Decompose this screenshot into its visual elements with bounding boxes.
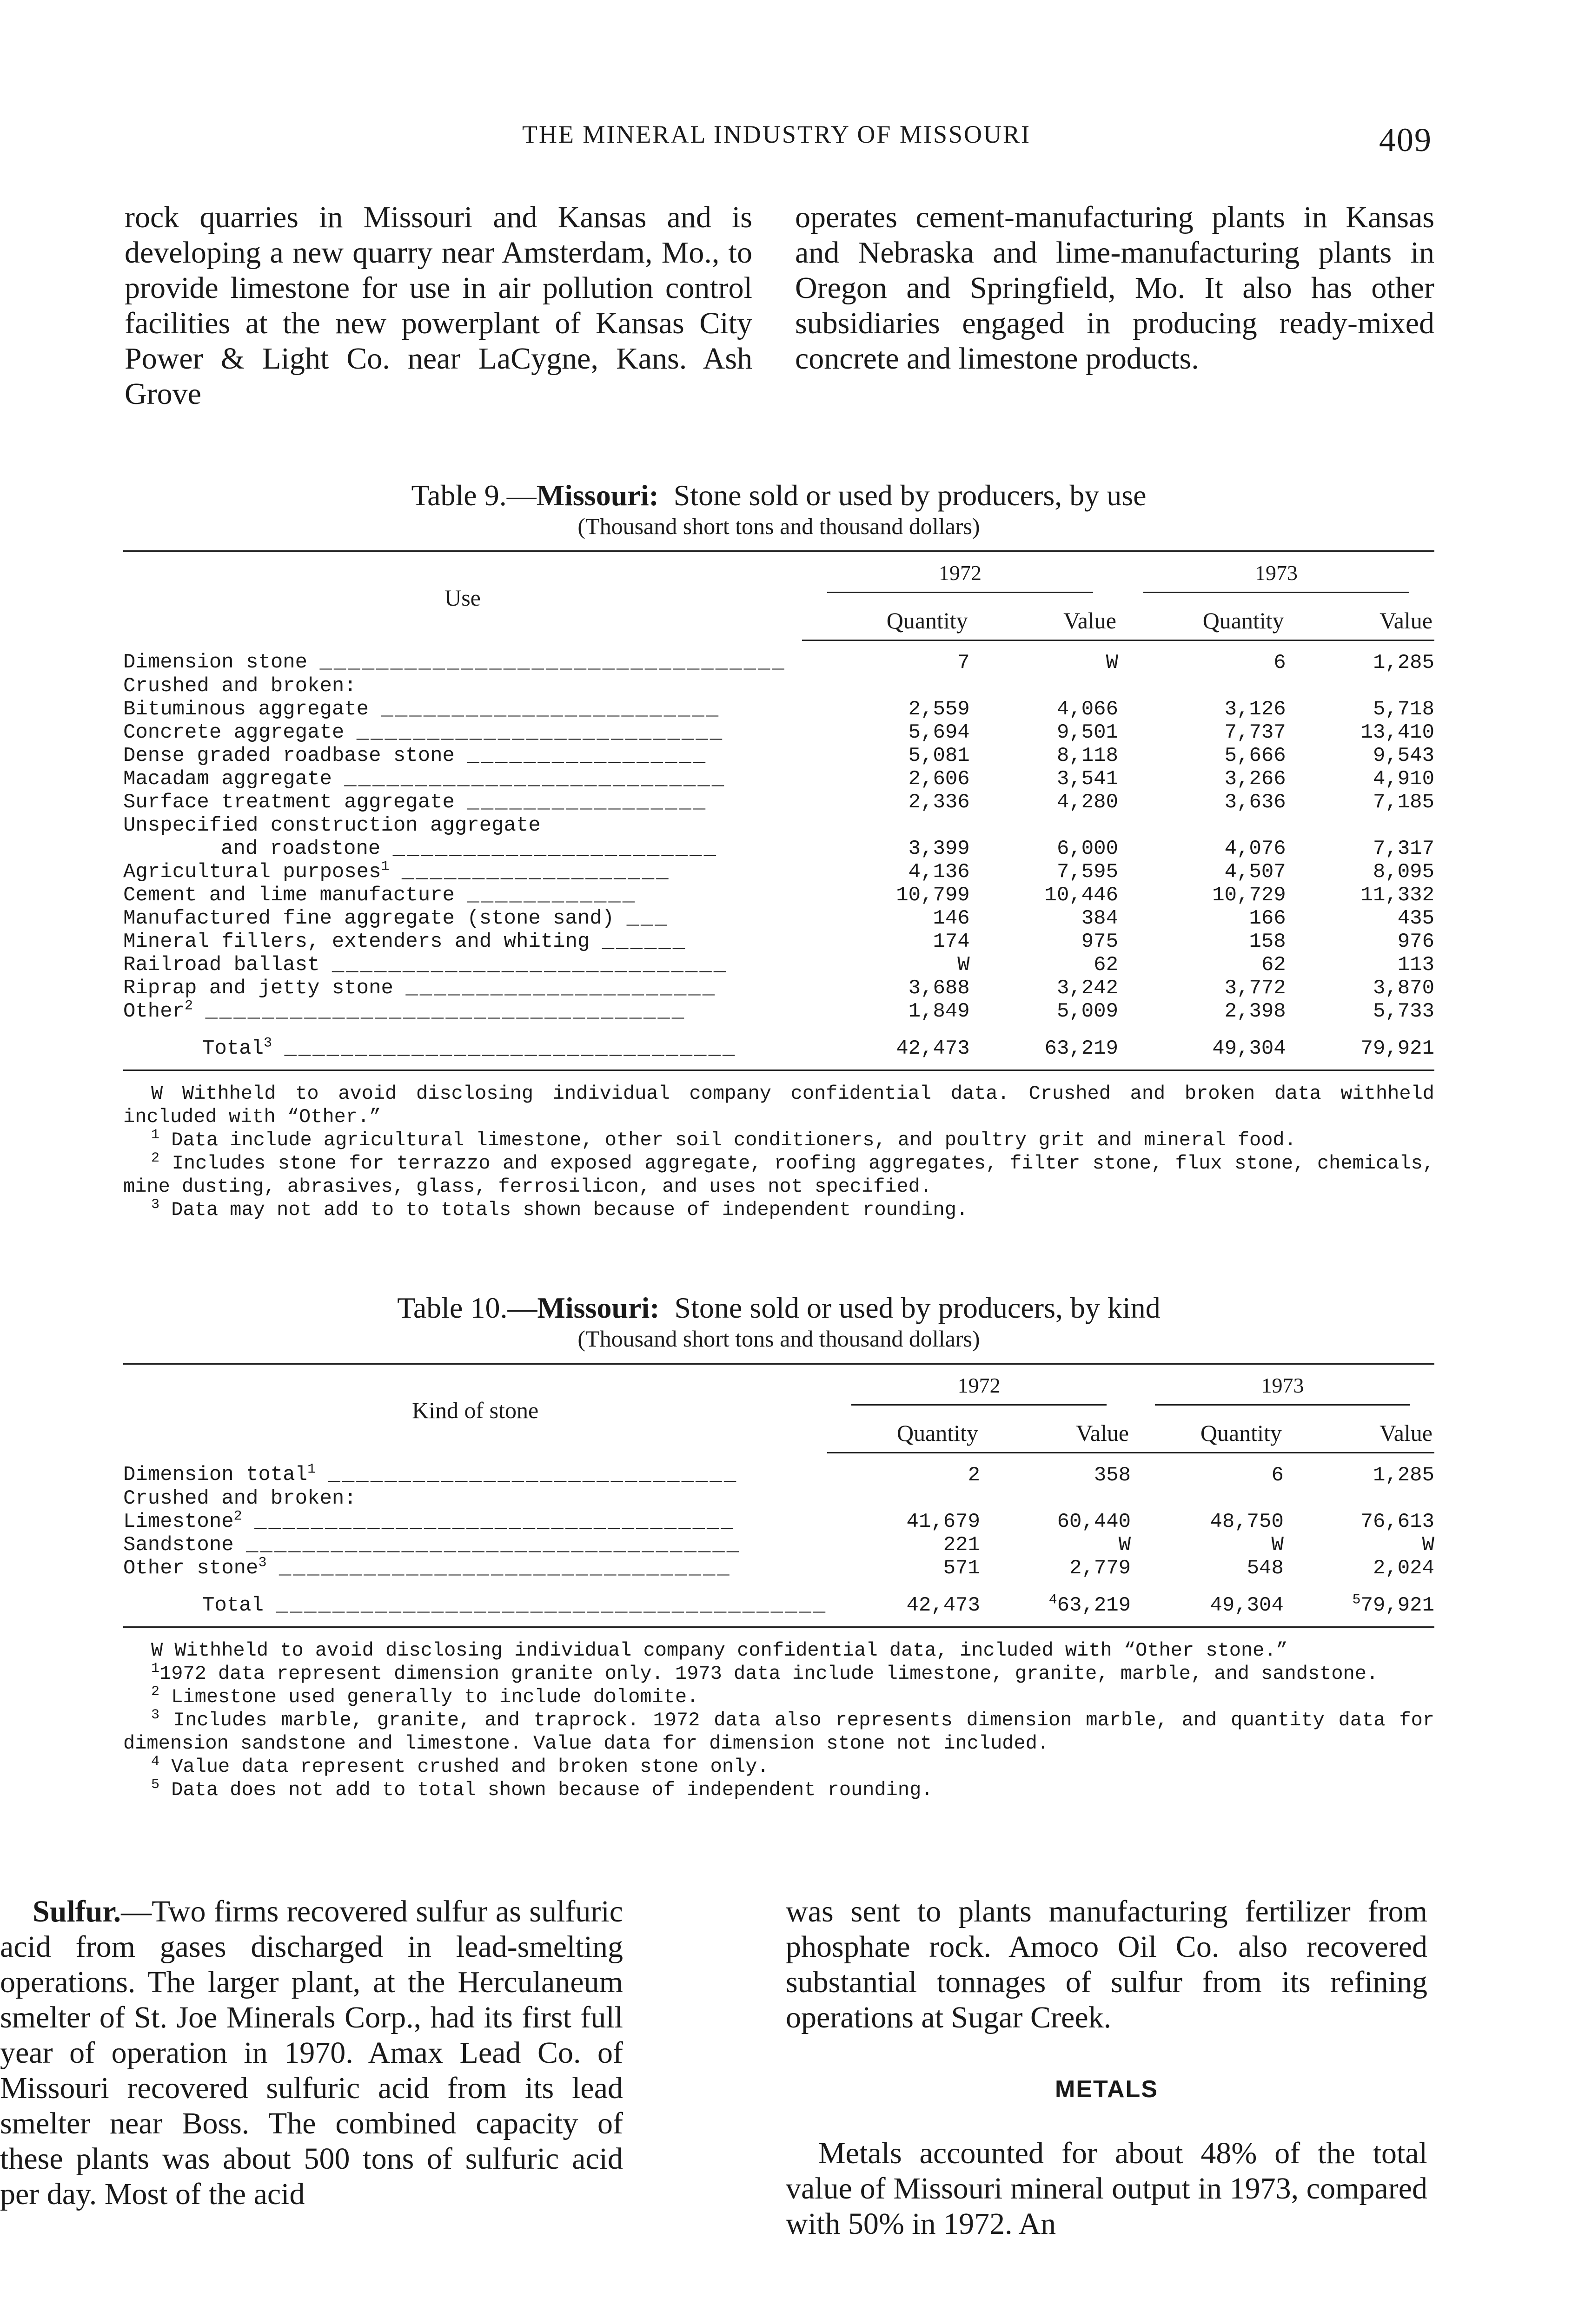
cell: 3,772 bbox=[1224, 977, 1286, 1000]
row-label: Crushed and broken: bbox=[123, 1487, 357, 1510]
cell: 113 bbox=[1397, 953, 1434, 977]
cell: 384 bbox=[1081, 907, 1118, 930]
table-9 bbox=[123, 479, 1434, 1221]
cell: 5,666 bbox=[1224, 744, 1286, 767]
table-10-number: Table 10.— bbox=[397, 1291, 537, 1324]
table-row: Dense graded roadbase stone _________________ 5,081 8,118 5,666 9,543 bbox=[123, 744, 1434, 767]
row-label: Dimension stone bbox=[123, 651, 308, 674]
cell: 6 bbox=[1271, 1464, 1284, 1487]
cell: 2,559 bbox=[908, 698, 970, 721]
cell: W bbox=[1106, 651, 1118, 674]
row-label: Dimension total bbox=[123, 1463, 308, 1487]
cell: 5,694 bbox=[908, 721, 970, 744]
cell: 4,136 bbox=[908, 860, 970, 884]
cell: 7,317 bbox=[1373, 837, 1434, 860]
intro-right-paragraph: operates cement-manufacturing plants in Kansas and Nebraska and lime-manufacturing plants in Oregon and Springfield, Mo. It also has other subsidiaries engaged in producing ready-mixed concrete and limestone products. bbox=[795, 200, 1434, 376]
cell: 976 bbox=[1397, 930, 1434, 953]
cell: $^4$63,219 bbox=[980, 1580, 1131, 1627]
cell: 42,473 bbox=[802, 1023, 970, 1070]
table-9-use-header: Use bbox=[123, 551, 802, 640]
cell: 3,242 bbox=[1056, 977, 1118, 1000]
cell: 158 bbox=[1249, 930, 1286, 953]
cell: 2,336 bbox=[908, 791, 970, 814]
cell: 4,910 bbox=[1373, 767, 1434, 791]
cell: 6,000 bbox=[1056, 837, 1118, 860]
table-row: Bituminous aggregate ________________________ 2,559 4,066 3,126 5,718 bbox=[123, 698, 1434, 721]
cell: 4,076 bbox=[1224, 837, 1286, 860]
metals-heading: METALS bbox=[1055, 2076, 1158, 2103]
running-title: THE MINERAL INDUSTRY OF MISSOURI bbox=[522, 120, 1031, 148]
table-row: Riprap and jetty stone ______________________ 3,688 3,242 3,772 3,870 bbox=[123, 977, 1434, 1000]
cell: 4,507 bbox=[1224, 860, 1286, 884]
table-row: Dimension stone _________________________________ 7 W 6 1,285 bbox=[123, 640, 1434, 675]
sulfur-paragraph bbox=[0, 1894, 623, 2212]
cell: 2,606 bbox=[908, 767, 970, 791]
cell: 60,440 bbox=[1057, 1510, 1131, 1533]
cell: 7 bbox=[957, 651, 970, 674]
cell: 5,718 bbox=[1373, 698, 1434, 721]
intro-left-column bbox=[125, 200, 752, 423]
cell: 4,280 bbox=[1056, 791, 1118, 814]
table-10-note-w: W Withheld to avoid disclosing individual company confidential data, included with “Other stone.” bbox=[151, 1639, 1288, 1662]
cell: 41,679 bbox=[906, 1510, 980, 1533]
table-10-qty-1973-header: Quantity bbox=[1131, 1411, 1284, 1453]
table-row: Cement and lime manufacture ____________ 10,799 10,446 10,729 11,332 bbox=[123, 884, 1434, 907]
table-10-year-1972: 1972 bbox=[827, 1364, 1131, 1411]
row-label: Dense graded roadbase stone bbox=[123, 744, 455, 767]
table-9-qty-1972-header: Quantity bbox=[802, 599, 970, 640]
table-9-title-text: Stone sold or used by producers, by use bbox=[673, 479, 1147, 512]
right-bottom-column bbox=[786, 1894, 1427, 2242]
table-10-note-2: $^2$ Limestone used generally to include dolomite. bbox=[151, 1684, 699, 1708]
table-9-title bbox=[123, 479, 1434, 512]
cell: $^5$79,921 bbox=[1284, 1580, 1434, 1627]
table-row: Dimension total$^1$ _____________________________ 2 358 6 1,285 bbox=[123, 1453, 1434, 1487]
table-row: Limestone$^2$ __________________________________ 41,679 60,440 48,750 76,613 bbox=[123, 1510, 1434, 1533]
table-row: and roadstone _______________________ 3,399 6,000 4,076 7,317 bbox=[221, 837, 1434, 860]
table-row bbox=[123, 1487, 1434, 1510]
footnote-ref: 2 bbox=[185, 1000, 193, 1014]
cell: 8,095 bbox=[1373, 860, 1434, 884]
cell: 7,737 bbox=[1224, 721, 1286, 744]
cell: 10,446 bbox=[1044, 884, 1118, 907]
row-label: Other bbox=[123, 1000, 185, 1023]
cell: W bbox=[957, 953, 970, 977]
row-label: Unspecified construction aggregate bbox=[123, 814, 541, 837]
cell: 358 bbox=[1094, 1464, 1131, 1487]
table-10-val-1973-header: Value bbox=[1284, 1411, 1434, 1453]
table-row: Manufactured fine aggregate (stone sand) ___ 146 384 166 435 bbox=[123, 907, 1434, 930]
cell: 1,849 bbox=[908, 1000, 970, 1023]
table-10-subtitle: (Thousand short tons and thousand dollars) bbox=[577, 1326, 980, 1352]
table-10-qty-1972-header: Quantity bbox=[827, 1411, 980, 1453]
table-row: Other stone$^3$ ________________________________ 571 2,779 548 2,024 bbox=[123, 1557, 1434, 1580]
row-label: Macadam aggregate bbox=[123, 767, 332, 791]
cell: 435 bbox=[1397, 907, 1434, 930]
cell: 146 bbox=[933, 907, 970, 930]
row-label: Limestone bbox=[123, 1510, 234, 1533]
intro-right-column bbox=[795, 200, 1434, 423]
cell: 6 bbox=[1273, 651, 1286, 674]
cell: 2 bbox=[968, 1464, 980, 1487]
row-label: Surface treatment aggregate bbox=[123, 791, 455, 814]
table-9-note-3: $^3$ Data may not add to to totals shown because of independent rounding. bbox=[151, 1197, 968, 1221]
row-label: Riprap and jetty stone bbox=[123, 977, 393, 1000]
table-9-notes bbox=[123, 1082, 1434, 1221]
cell: 5,009 bbox=[1056, 1000, 1118, 1023]
metals-paragraph: Metals accounted for about 48% of the total value of Missouri mineral output in 1973, compared with 50% in 1972. An bbox=[786, 2136, 1427, 2241]
table-10-title bbox=[123, 1291, 1434, 1325]
cell: 62 bbox=[1094, 953, 1118, 977]
table-10-kind-header: Kind of stone bbox=[123, 1364, 827, 1453]
cell: 5,081 bbox=[908, 744, 970, 767]
table-9-note-2: $^2$ Includes stone for terrazzo and exposed aggregate, roofing aggregates, filter stone, flux stone, chemicals, mine dusting, abrasives, glass, ferrosilicon, and uses not specified. bbox=[123, 1150, 1434, 1198]
table-10-year-1973: 1973 bbox=[1131, 1364, 1434, 1411]
table-row: Macadam aggregate ___________________________ 2,606 3,541 3,266 4,910 bbox=[123, 767, 1434, 791]
sulfur-continued: was sent to plants manufacturing fertilizer from phosphate rock. Amoco Oil Co. also recovered substantial tonnages of sulfur from its refining operations at Sugar Creek. bbox=[786, 1895, 1427, 2034]
cell: 221 bbox=[943, 1533, 980, 1557]
cell: 49,304 bbox=[1131, 1580, 1284, 1627]
cell: 3,688 bbox=[908, 977, 970, 1000]
cell: W bbox=[1271, 1533, 1284, 1557]
cell: 5,733 bbox=[1373, 1000, 1434, 1023]
sulfur-column bbox=[0, 1894, 623, 2212]
table-10-state: Missouri: bbox=[537, 1291, 660, 1324]
cell: 48,750 bbox=[1210, 1510, 1284, 1533]
cell: 174 bbox=[933, 930, 970, 953]
cell: 2,779 bbox=[1069, 1557, 1131, 1580]
cell: 3,126 bbox=[1224, 698, 1286, 721]
cell: 49,304 bbox=[1118, 1023, 1286, 1070]
table-9-subtitle: (Thousand short tons and thousand dollars) bbox=[577, 513, 980, 539]
cell: 548 bbox=[1247, 1557, 1284, 1580]
table-total-row: Total$^3$ ________________________________ 42,473 63,219 49,304 79,921 bbox=[123, 1023, 1434, 1070]
table-total-row: Total _______________________________________ 42,473 $^4$63,219 49,304 $^5$79,921 bbox=[123, 1580, 1434, 1627]
footnote-ref: 1 bbox=[307, 1461, 316, 1478]
running-head bbox=[121, 116, 1432, 158]
footnote-ref: 2 bbox=[233, 1510, 242, 1525]
row-label: Total bbox=[202, 1594, 264, 1617]
cell: 62 bbox=[1261, 953, 1286, 977]
row-label: Total bbox=[202, 1037, 264, 1060]
cell: 3,870 bbox=[1373, 977, 1434, 1000]
cell: 7,595 bbox=[1056, 860, 1118, 884]
cell: 7,185 bbox=[1373, 791, 1434, 814]
table-10-note-5: $^5$ Data does not add to total shown because of independent rounding. bbox=[151, 1777, 933, 1801]
cell: 10,799 bbox=[896, 884, 970, 907]
footnote-ref: 4 bbox=[1048, 1592, 1057, 1608]
page-number: 409 bbox=[1379, 121, 1432, 158]
row-label: Agricultural purposes bbox=[123, 860, 381, 884]
row-label: Cement and lime manufacture bbox=[123, 884, 455, 907]
cell: 9,543 bbox=[1373, 744, 1434, 767]
table-9-val-1972-header: Value bbox=[970, 599, 1118, 640]
table-9-grid bbox=[123, 550, 1434, 1071]
table-9-note-1: $^1$ Data include agricultural limestone, other soil conditioners, and poultry grit and mineral food. bbox=[151, 1127, 1296, 1151]
table-row bbox=[123, 674, 1434, 698]
cell: 8,118 bbox=[1056, 744, 1118, 767]
cell: 3,636 bbox=[1224, 791, 1286, 814]
row-label: Crushed and broken: bbox=[123, 674, 357, 698]
table-9-note-w: W Withheld to avoid disclosing individual company confidential data. Crushed and broken data withheld included with “Other.” bbox=[123, 1083, 1434, 1128]
table-10-grid bbox=[123, 1363, 1434, 1628]
cell: 1,285 bbox=[1373, 651, 1434, 674]
cell: W bbox=[1118, 1533, 1131, 1557]
cell: 3,541 bbox=[1056, 767, 1118, 791]
cell: 76,613 bbox=[1360, 1510, 1434, 1533]
table-row: Concrete aggregate __________________________ 5,694 9,501 7,737 13,410 bbox=[123, 721, 1434, 744]
cell: 571 bbox=[943, 1557, 980, 1580]
table-10-val-1972-header: Value bbox=[980, 1411, 1131, 1453]
footnote-ref: 3 bbox=[258, 1557, 267, 1571]
cell: 2,398 bbox=[1224, 1000, 1286, 1023]
row-label: Mineral fillers, extenders and whiting bbox=[123, 930, 590, 953]
cell: 42,473 bbox=[827, 1580, 980, 1627]
row-label: Concrete aggregate bbox=[123, 721, 345, 744]
cell: 4,066 bbox=[1056, 698, 1118, 721]
table-row: Sandstone ___________________________________ 221 W W W bbox=[123, 1533, 1434, 1557]
table-10-note-3: $^3$ Includes marble, granite, and traprock. 1972 data also represents dimension marble, and quantity data for dimension sandstone and limestone. Value data for dimension stone not included. bbox=[123, 1707, 1434, 1755]
table-row bbox=[123, 814, 1434, 837]
table-9-state: Missouri: bbox=[536, 479, 659, 512]
cell: 3,266 bbox=[1224, 767, 1286, 791]
row-label: Sandstone bbox=[123, 1533, 234, 1557]
table-10-note-1: $^1$1972 data represent dimension granite only. 1973 data include limestone, granite, marble, and sandstone. bbox=[151, 1661, 1379, 1685]
table-row: Agricultural purposes$^1$ ___________________ 4,136 7,595 4,507 8,095 bbox=[123, 860, 1434, 884]
table-row: Surface treatment aggregate _________________ 2,336 4,280 3,636 7,185 bbox=[123, 791, 1434, 814]
table-row: Railroad ballast ____________________________ W 62 62 113 bbox=[123, 953, 1434, 977]
cell: 3,399 bbox=[908, 837, 970, 860]
footnote-ref: 1 bbox=[381, 860, 390, 875]
table-row: Mineral fillers, extenders and whiting ______ 174 975 158 976 bbox=[123, 930, 1434, 953]
cell: 79,921 bbox=[1286, 1023, 1434, 1070]
table-10-note-4: $^4$ Value data represent crushed and broken stone only. bbox=[151, 1754, 769, 1778]
cell: W bbox=[1422, 1533, 1434, 1557]
cell: 1,285 bbox=[1373, 1464, 1434, 1487]
footnote-ref: 3 bbox=[264, 1035, 272, 1051]
row-label: and roadstone bbox=[221, 837, 381, 860]
table-10-notes bbox=[123, 1639, 1434, 1802]
table-9-qty-1973-header: Quantity bbox=[1118, 599, 1286, 640]
cell: 11,332 bbox=[1360, 884, 1434, 907]
table-row: Other$^2$ __________________________________ 1,849 5,009 2,398 5,733 bbox=[123, 1000, 1434, 1023]
table-9-year-1973: 1973 bbox=[1118, 551, 1434, 599]
sulfur-text: —Two firms recovered sulfur as sulfuric acid from gases discharged in lead-smelting operations. The larger plant, at the Herculaneum smelter of St. Joe Minerals Corp., had its first full year of operation in 1970. Amax Lead Co. of Missouri recovered sulfuric acid from its lead smelter near Boss. The combined capacity of these plants was about 500 tons of sulfuric acid per day. Most of the acid bbox=[0, 1895, 623, 2211]
cell: 13,410 bbox=[1360, 721, 1434, 744]
row-label: Other stone bbox=[123, 1557, 259, 1580]
cell: 9,501 bbox=[1056, 721, 1118, 744]
cell: 10,729 bbox=[1212, 884, 1286, 907]
intro-left-paragraph: rock quarries in Missouri and Kansas and is developing a new quarry near Amsterdam, Mo., to provide limestone for use in air pollution control facilities at the new powerplant of Kansas City Power & Light Co. near LaCygne, Kans. Ash Grove bbox=[125, 200, 752, 411]
cell: 63,219 bbox=[970, 1023, 1118, 1070]
cell: 166 bbox=[1249, 907, 1286, 930]
row-label: Manufactured fine aggregate (stone sand) bbox=[123, 907, 615, 930]
cell: 2,024 bbox=[1373, 1557, 1434, 1580]
sulfur-heading: Sulfur. bbox=[33, 1895, 121, 1928]
row-label: Bituminous aggregate bbox=[123, 698, 369, 721]
table-10 bbox=[123, 1291, 1434, 1802]
footnote-ref: 5 bbox=[1352, 1592, 1361, 1608]
table-10-title-text: Stone sold or used by producers, by kind bbox=[674, 1291, 1161, 1324]
row-label: Railroad ballast bbox=[123, 953, 320, 977]
table-9-val-1973-header: Value bbox=[1286, 599, 1434, 640]
table-9-year-1972: 1972 bbox=[802, 551, 1118, 599]
table-9-number: Table 9.— bbox=[411, 479, 537, 512]
cell: 975 bbox=[1081, 930, 1118, 953]
